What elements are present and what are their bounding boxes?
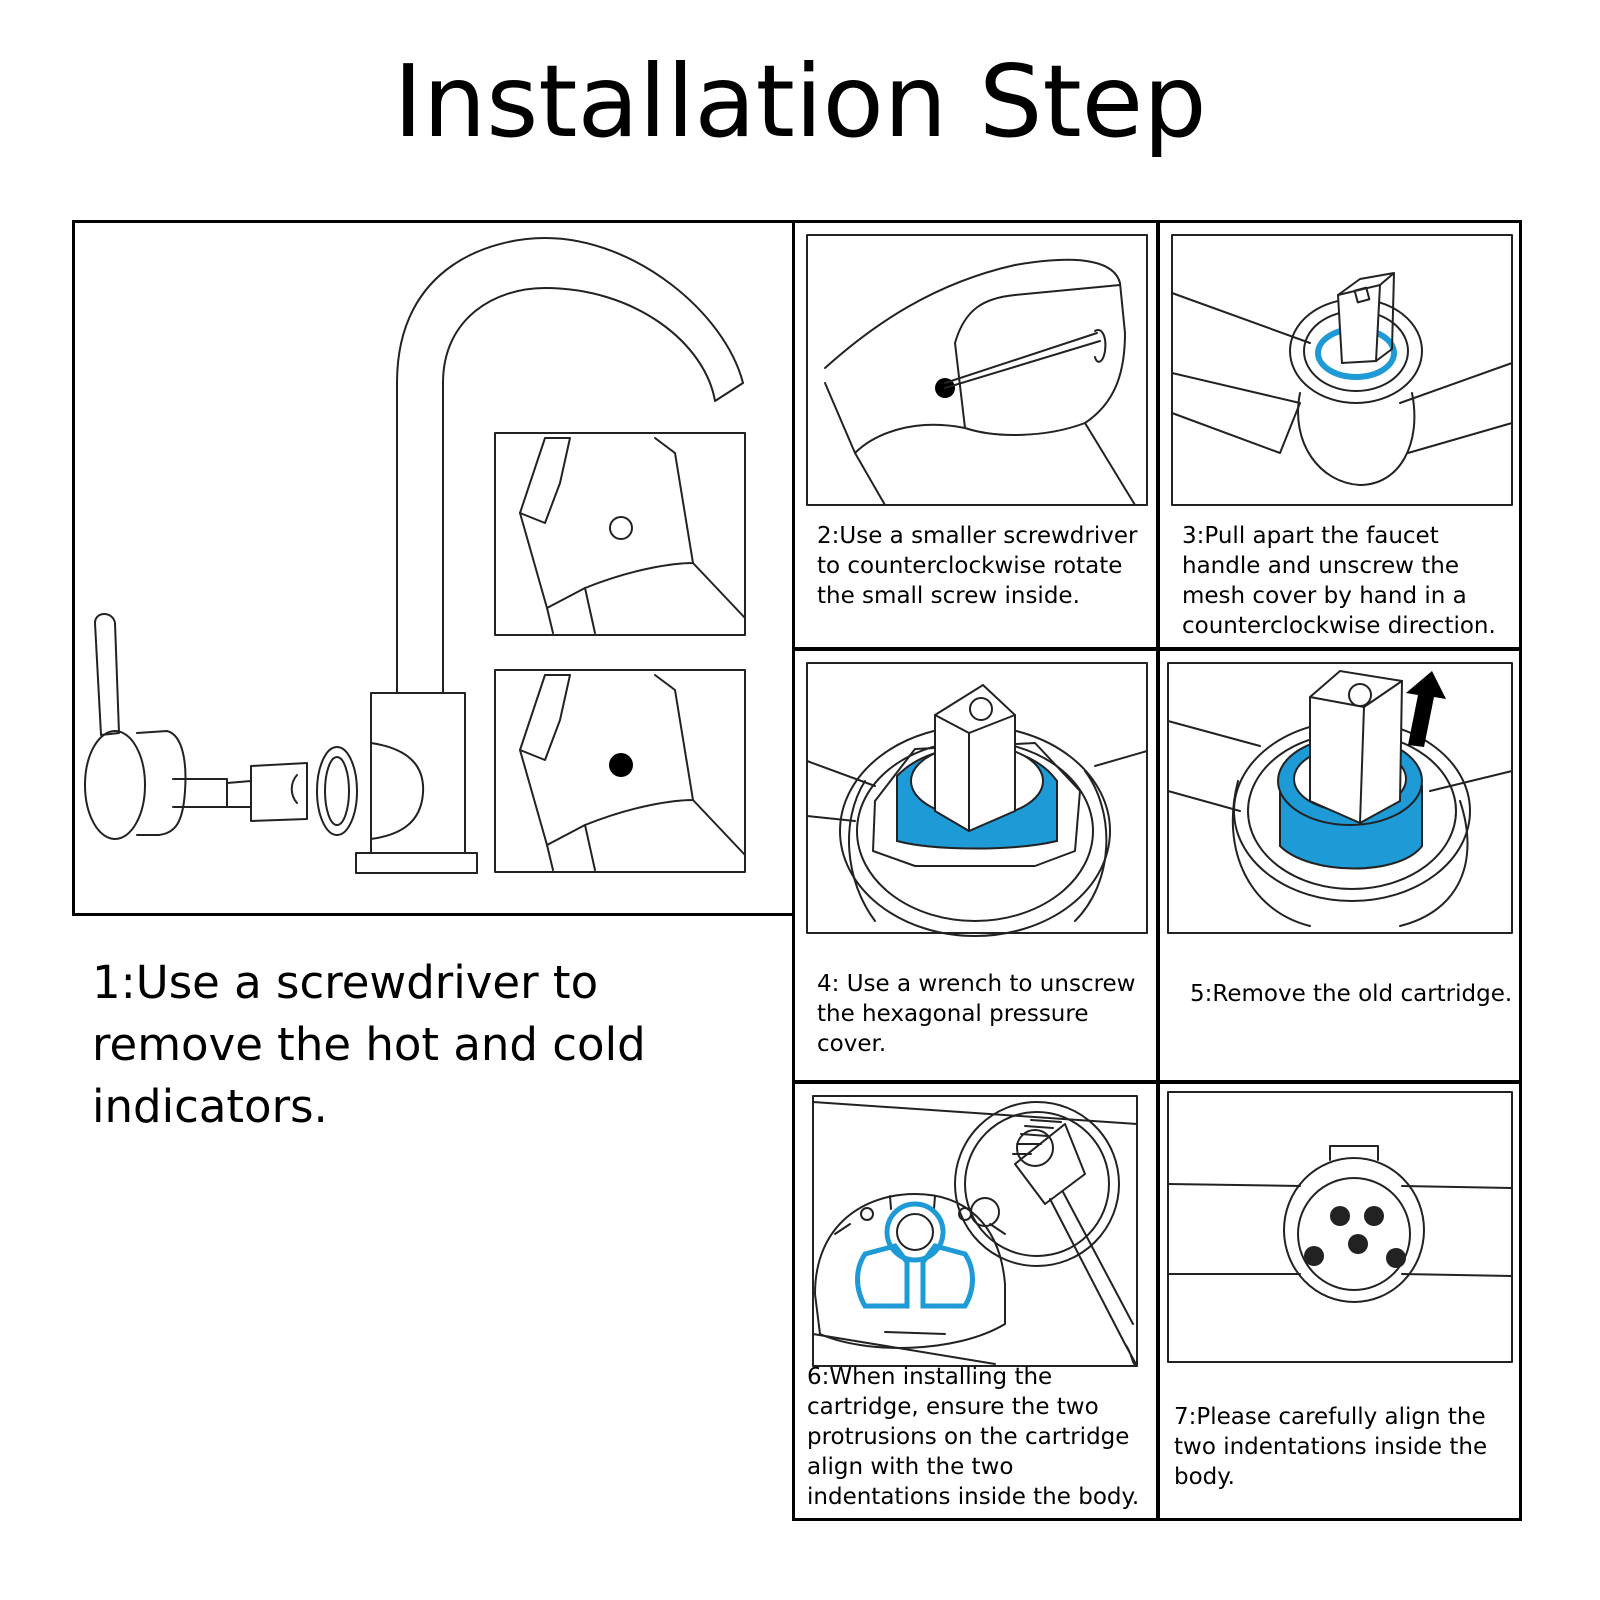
page-title: Installation Step xyxy=(393,43,1207,160)
step-1-caption: 1:Use a screwdriver to remove the hot and cold indicators. xyxy=(92,956,646,1133)
step-2-panel xyxy=(792,220,1159,650)
step-5-panel xyxy=(1157,648,1522,1083)
step-6-panel xyxy=(792,1081,1159,1521)
faucet-exploded-illustration xyxy=(75,223,794,913)
step-3-caption: 3:Pull apart the faucet handle and unscrew the mesh cover by hand in a counterclockwise direction. xyxy=(1182,523,1496,639)
step-6-caption: 6:When installing the cartridge, ensure the two protrusions on the cartridge align with the two indentations inside the body. xyxy=(807,1364,1140,1510)
step-7-caption: 7:Please carefully align the two indentations inside the body. xyxy=(1174,1404,1488,1490)
step-5-caption: 5:Remove the old cartridge. xyxy=(1190,981,1513,1007)
step-4-caption: 4: Use a wrench to unscrew the hexagonal pressure cover. xyxy=(817,971,1136,1057)
step-4-panel xyxy=(792,648,1159,1083)
step-2-caption: 2:Use a smaller screwdriver to counterclockwise rotate the small screw inside. xyxy=(817,523,1138,609)
step-3-panel xyxy=(1157,220,1522,650)
step-7-panel xyxy=(1157,1081,1522,1521)
remove-cartridge-illustration xyxy=(1160,651,1519,1080)
step-1-panel xyxy=(72,220,797,916)
